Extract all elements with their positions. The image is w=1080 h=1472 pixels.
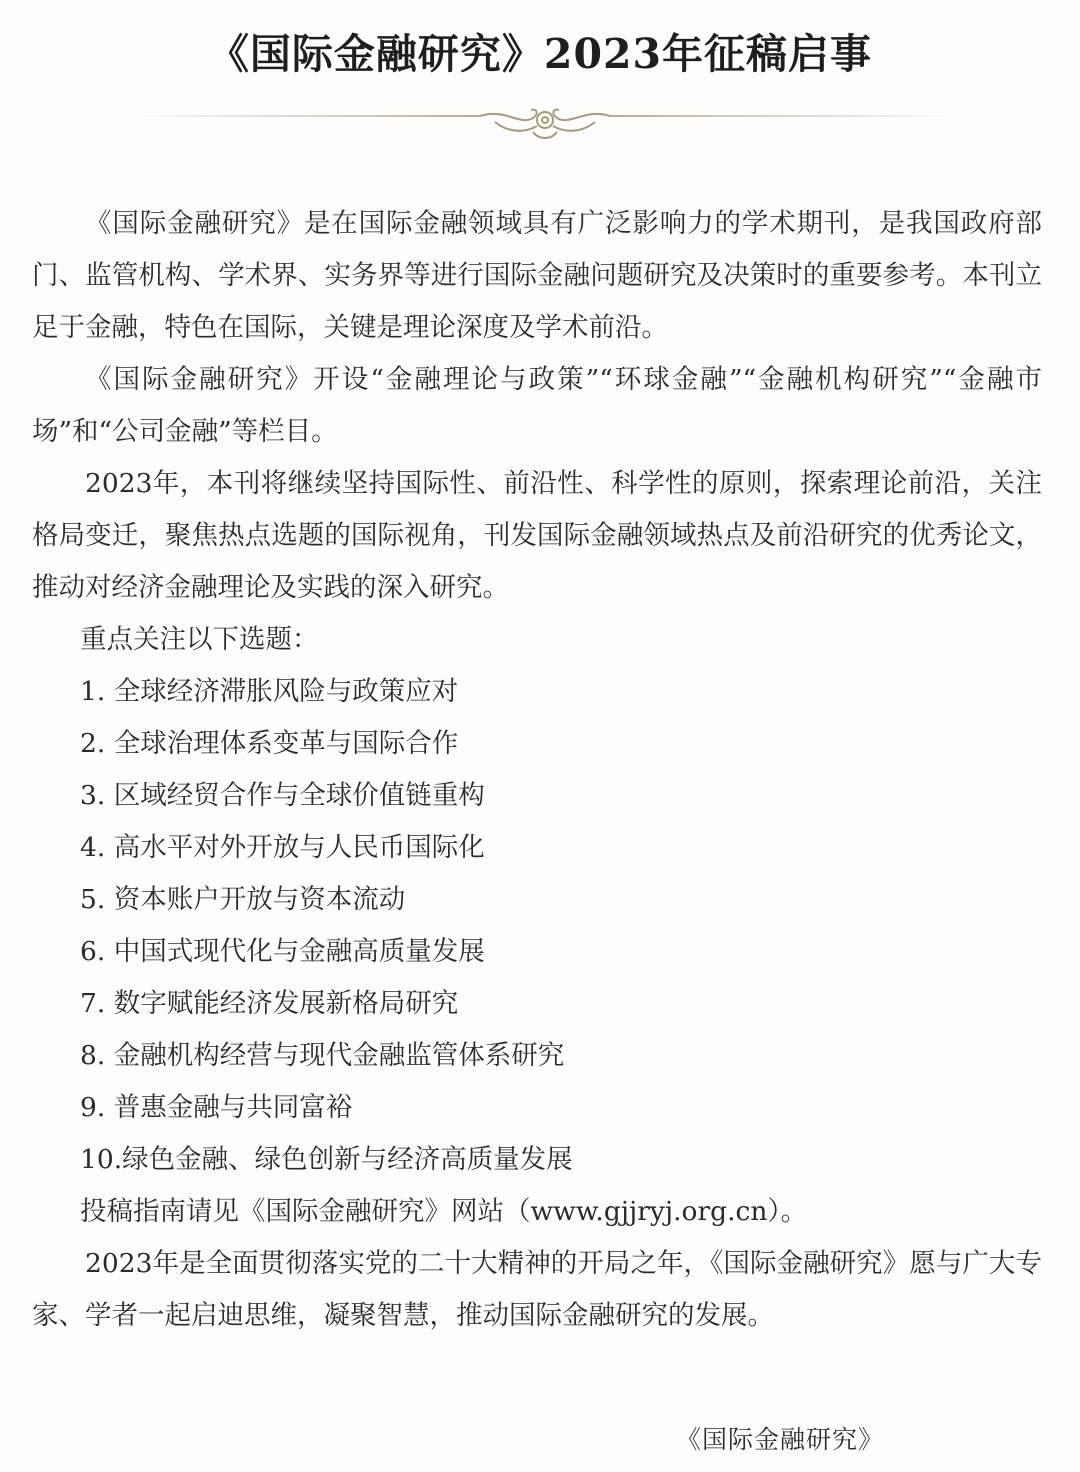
decorative-divider-icon	[135, 104, 955, 144]
topic-item: 8. 金融机构经营与现代金融监管体系研究	[80, 1040, 565, 1071]
topic-item: 7. 数字赋能经济发展新格局研究	[80, 988, 459, 1019]
submission-note: 投稿指南请见《国际金融研究》网站（www.gjjryj.org.cn）。	[80, 1196, 808, 1227]
topic-item: 3. 区域经贸合作与全球价值链重构	[80, 780, 485, 811]
topic-item: 9. 普惠金融与共同富裕	[80, 1092, 353, 1123]
plan-paragraph: 2023年，本刊将继续坚持国际性、前沿性、科学性的原则，探索理论前沿，关注格局变迁，聚焦热点选题的国际视角，刊发国际金融领域热点及前沿研究的优秀论文，推动对经济金融理论及实践的深入研究。	[32, 468, 1042, 603]
topic-item: 5. 资本账户开放与资本流动	[80, 884, 406, 915]
topic-item: 10.绿色金融、绿色创新与经济高质量发展	[80, 1144, 573, 1175]
notice-body	[32, 198, 1042, 1342]
topics-intro: 重点关注以下选题：	[80, 624, 319, 655]
topic-item: 4. 高水平对外开放与人民币国际化	[80, 832, 485, 863]
signature: 《国际金融研究》	[675, 1425, 884, 1454]
closing-paragraph: 2023年是全面贯彻落实党的二十大精神的开局之年，《国际金融研究》愿与广大专家、学者一起启迪思维，凝聚智慧，推动国际金融研究的发展。	[32, 1248, 1042, 1331]
intro-paragraph: 《国际金融研究》是在国际金融领域具有广泛影响力的学术期刊，是我国政府部门、监管机构、学术界、实务界等进行国际金融问题研究及决策时的重要参考。本刊立足于金融，特色在国际，关键是理论深度及学术前沿。	[32, 208, 1042, 343]
topics-list	[32, 666, 1042, 1186]
topic-item: 2. 全球治理体系变革与国际合作	[80, 728, 459, 759]
topic-item: 6. 中国式现代化与金融高质量发展	[80, 936, 485, 967]
columns-paragraph: 《国际金融研究》开设“金融理论与政策”“环球金融”“金融机构研究”“金融市场”和“公司金融”等栏目。	[32, 364, 1042, 447]
topic-item: 1. 全球经济滞胀风险与政策应对	[80, 676, 459, 707]
page-title: 《国际金融研究》2023年征稿启事	[207, 30, 873, 78]
